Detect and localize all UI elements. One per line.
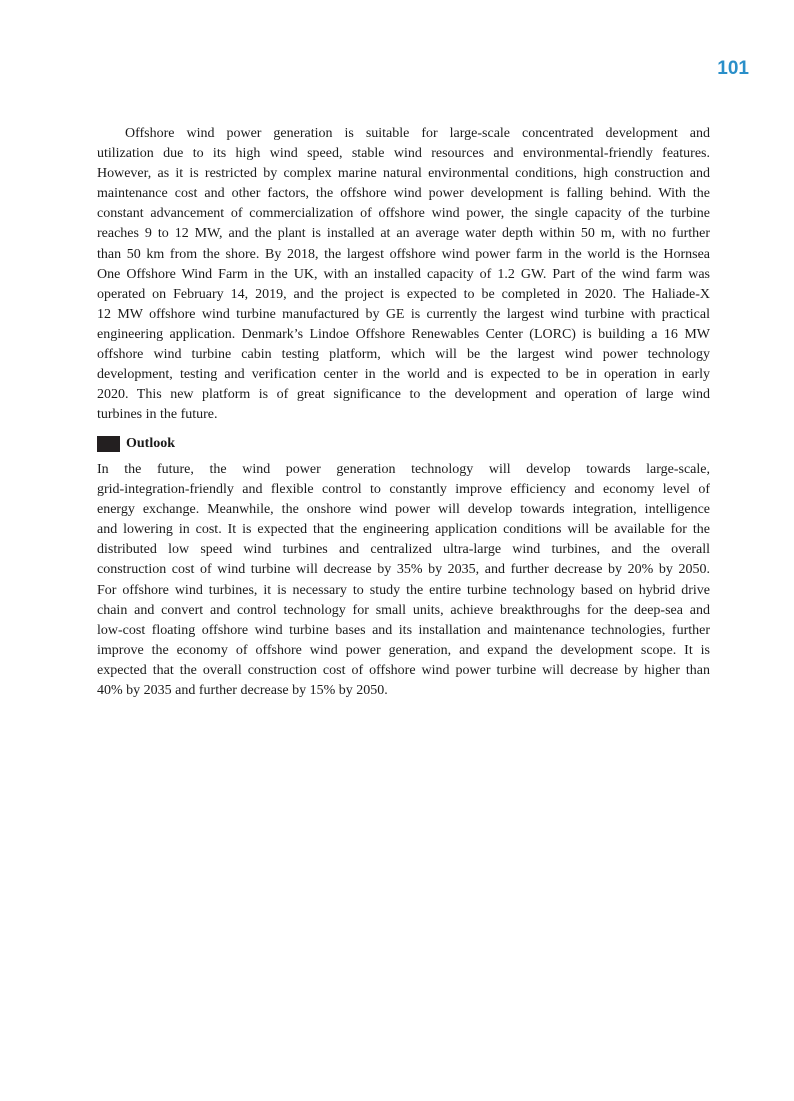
text-line: expected that the overall construction cost of offshore wind power turbine will decrease by higher than <box>97 662 710 678</box>
text-line: low-cost floating offshore wind turbine bases and its installation and maintenance technologies, further <box>97 622 710 638</box>
paragraph-outlook <box>97 460 710 701</box>
text-line: 40% by 2035 and further decrease by 15% by 2050. <box>97 683 388 699</box>
text-line: reaches 9 to 12 MW, and the plant is installed at an average water depth within 50 m, with no further <box>97 226 710 242</box>
text-line: development, testing and verification center in the world and is expected to be in operation in early <box>97 367 710 383</box>
text-line: utilization due to its high wind speed, stable wind resources and environmental-friendly features. <box>97 146 710 162</box>
paragraph-offshore-wind <box>97 124 710 425</box>
text-line: chain and convert and control technology for small units, achieve breakthroughs for the deep-sea and <box>97 602 710 618</box>
text-line: improve the economy of offshore wind power generation, and expand the development scope. It is <box>97 642 710 658</box>
text-line: energy exchange. Meanwhile, the onshore wind power will develop towards integration, intelligence <box>97 502 710 518</box>
text-line: In the future, the wind power generation technology will develop towards large-scale, <box>97 462 710 477</box>
heading-title: Outlook <box>126 436 176 451</box>
text-line: One Offshore Wind Farm in the UK, with an installed capacity of 1.2 GW. Part of the wind farm was <box>97 266 710 282</box>
text-line: operated on February 14, 2019, and the project is expected to be completed in 2020. The Haliade-X <box>97 286 710 302</box>
text-line: For offshore wind turbines, it is necessary to study the entire turbine technology based on hybrid drive <box>97 582 710 598</box>
heading-square-icon <box>97 436 120 452</box>
text-line: engineering application. Denmark’s Lindoe Offshore Renewables Center (LORC) is building a 16 MW <box>97 326 710 342</box>
text-line: 12 MW offshore wind turbine manufactured by GE is currently the largest wind turbine with practical <box>97 306 710 322</box>
text-line: 2020. This new platform is of great significance to the development and operation of large wind <box>97 387 710 403</box>
text-line: and lowering in cost. It is expected that the engineering application conditions will be available for the <box>97 522 710 538</box>
text-line: construction cost of wind turbine will decrease by 35% by 2035, and further decrease by 20% by 2050. <box>97 562 710 578</box>
text-line: distributed low speed wind turbines and centralized ultra-large wind turbines, and the overall <box>97 542 710 558</box>
text-line: maintenance cost and other factors, the offshore wind power development is falling behind. With the <box>97 186 710 202</box>
text-line: offshore wind turbine cabin testing platform, which will be the largest wind power technology <box>97 347 710 363</box>
text-line: However, as it is restricted by complex marine natural environmental conditions, high construction and <box>97 166 710 182</box>
text-line: turbines in the future. <box>97 407 218 423</box>
text-line: Offshore wind power generation is suitable for large-scale concentrated development and <box>125 126 710 141</box>
text-line: constant advancement of commercialization of offshore wind power, the single capacity of the turbine <box>97 206 710 222</box>
text-line: grid-integration-friendly and flexible control to constantly improve efficiency and economy level of <box>97 482 710 498</box>
section-heading <box>97 434 175 454</box>
text-line: than 50 km from the shore. By 2018, the largest offshore wind power farm in the world is the Hornsea <box>97 246 710 262</box>
page-number: 101 <box>717 58 749 79</box>
